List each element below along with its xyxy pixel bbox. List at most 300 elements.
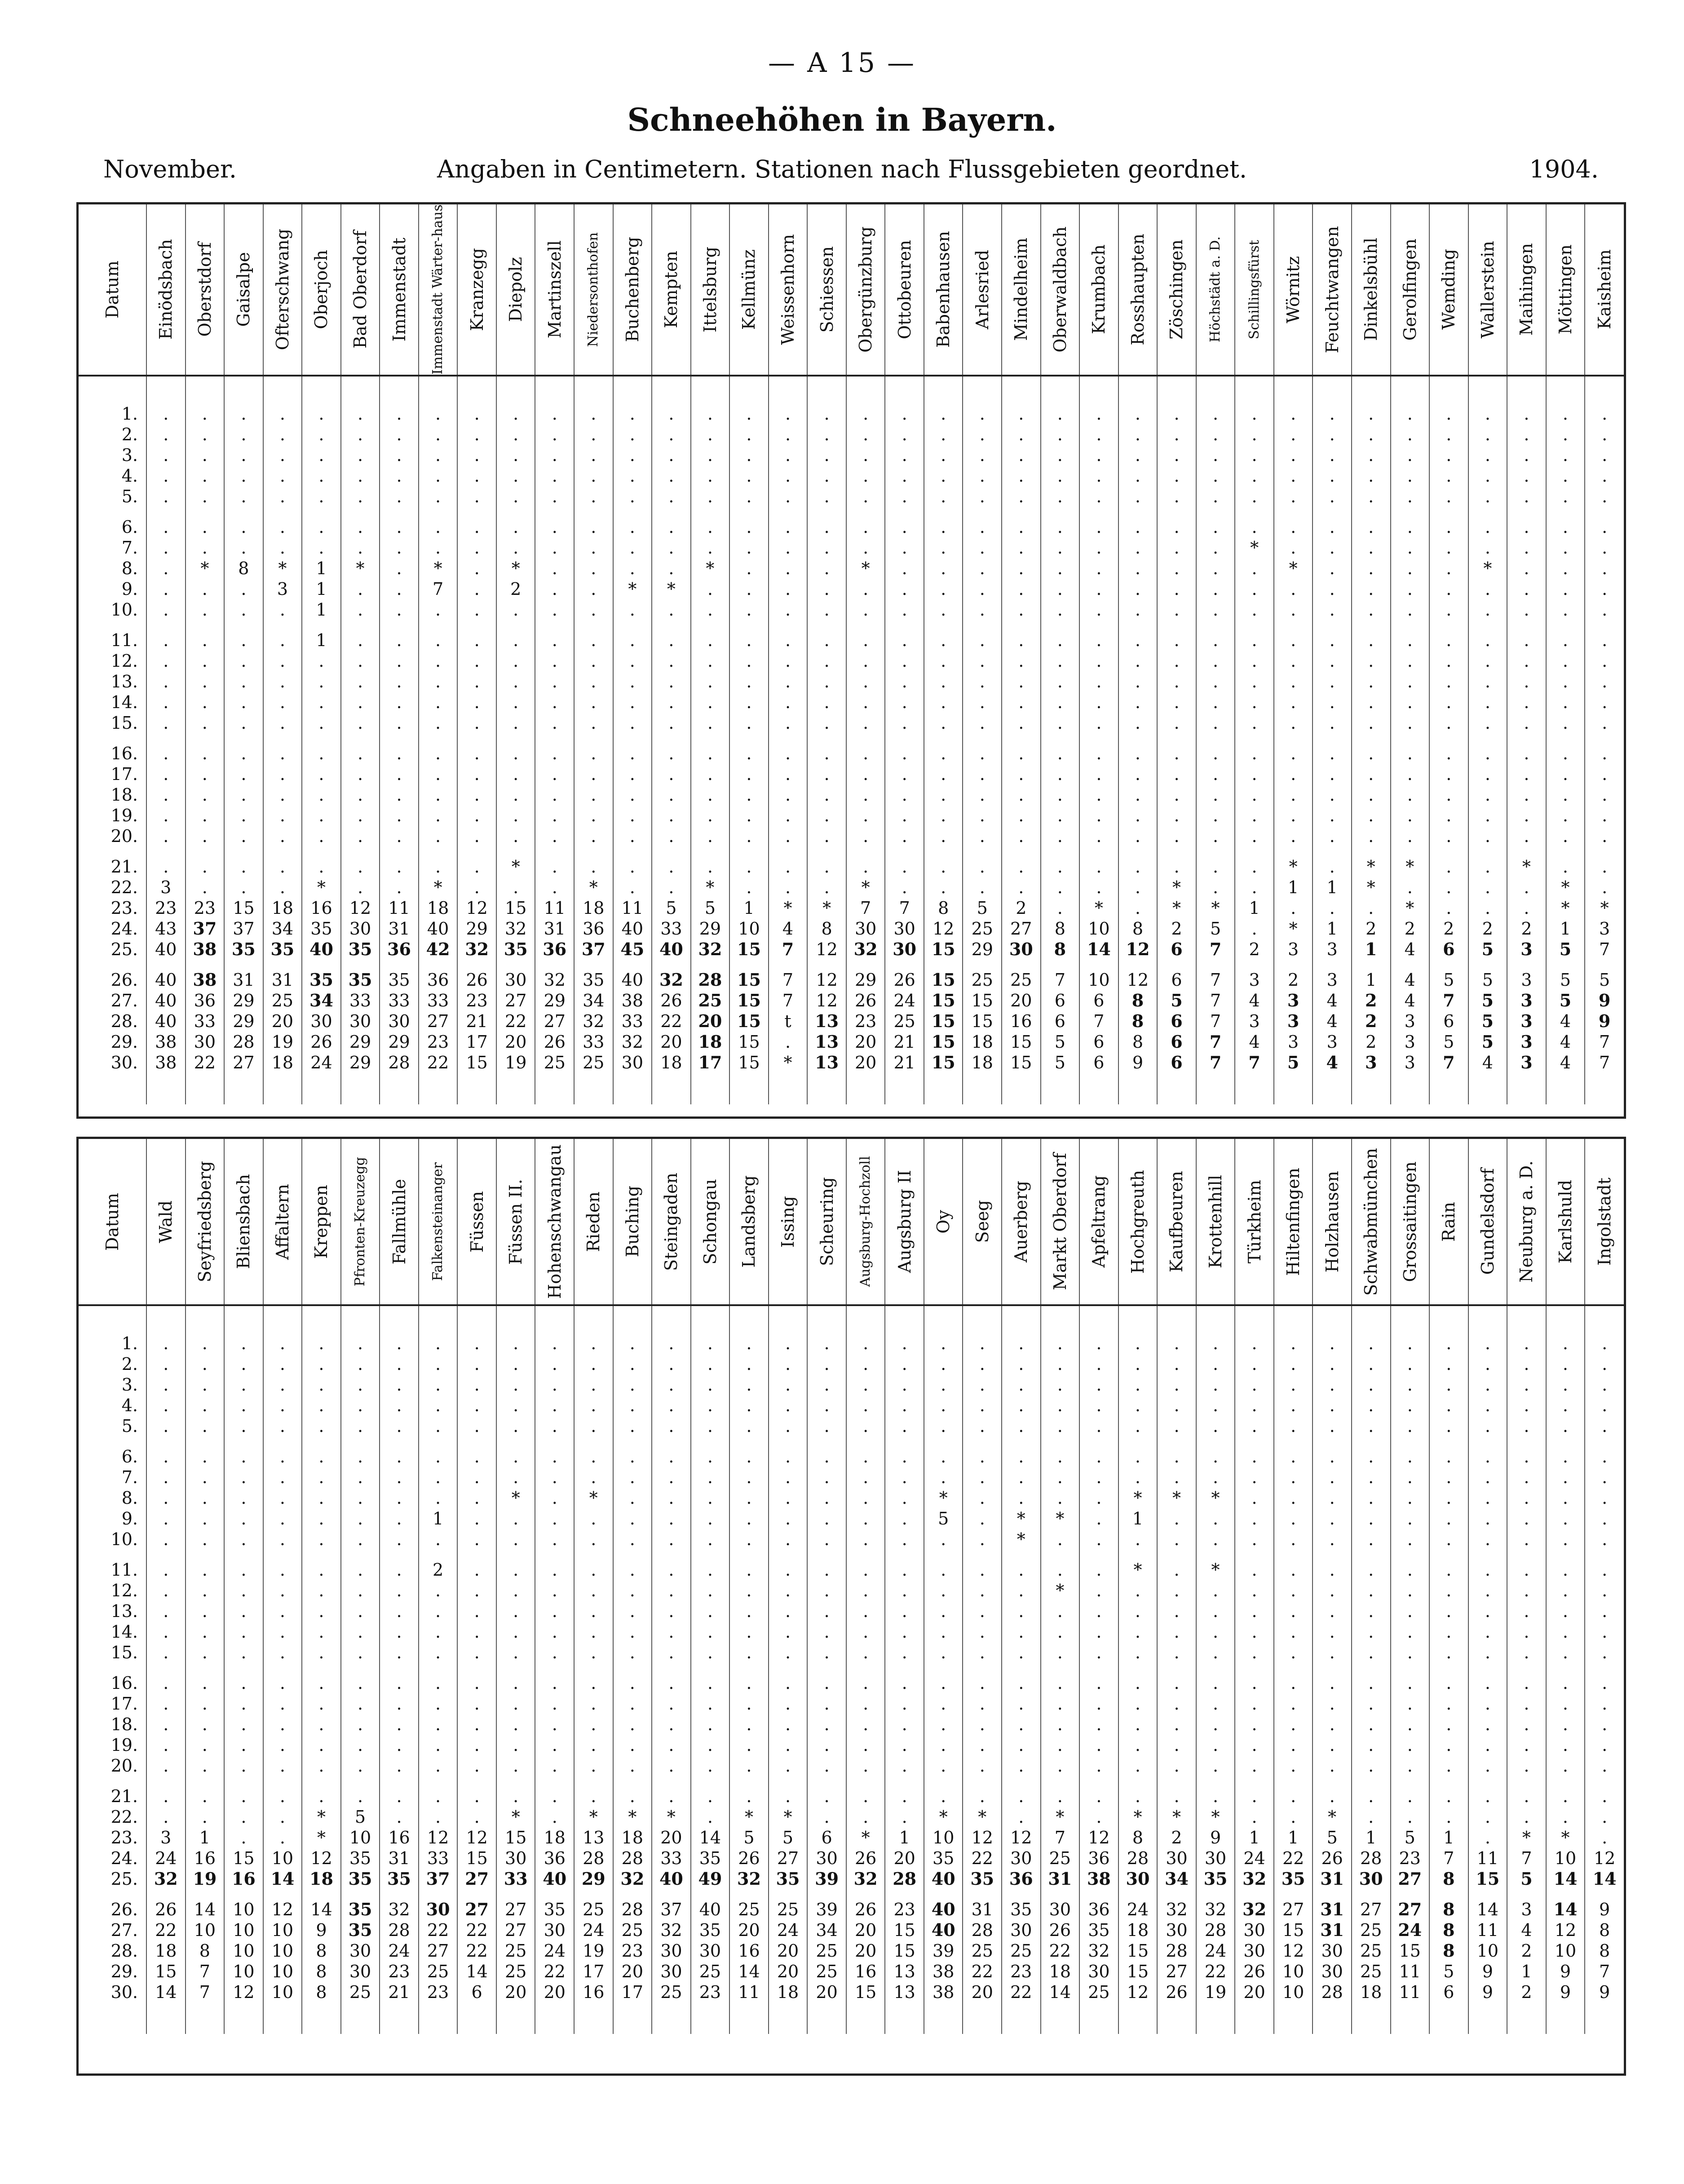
spacer-cell	[1041, 1889, 1080, 1899]
value-cell: .	[1468, 826, 1507, 846]
spacer-cell	[496, 620, 535, 630]
value-cell: .	[846, 1488, 885, 1508]
value-cell: 28	[1352, 1848, 1391, 1869]
value-cell: .	[146, 651, 186, 671]
value-cell: 9	[302, 1920, 341, 1940]
spacer-cell	[1157, 846, 1196, 856]
value-cell: .	[1352, 651, 1391, 671]
table-row	[79, 1869, 1624, 1889]
spacer-cell	[1468, 1436, 1507, 1446]
value-cell: .	[846, 713, 885, 733]
value-cell: 35	[691, 1920, 730, 1940]
value-cell: 25	[574, 1052, 613, 1073]
spacer-cell	[807, 1436, 846, 1446]
spacer-cell	[1041, 1550, 1080, 1559]
value-cell: .	[691, 486, 730, 507]
spacer-cell	[263, 1550, 302, 1559]
station-name: Türkheim	[1244, 1179, 1264, 1264]
value-cell: *	[496, 1807, 535, 1827]
value-cell: .	[1002, 1693, 1041, 1714]
value-cell: .	[1274, 1580, 1313, 1601]
value-cell: 1	[1235, 1827, 1274, 1848]
spacer-cell	[1468, 846, 1507, 856]
value-cell: .	[1157, 1693, 1196, 1714]
spacer-cell	[807, 1776, 846, 1786]
value-cell: .	[146, 599, 186, 620]
value-cell: .	[807, 1374, 846, 1395]
spacer-cell	[1235, 1436, 1274, 1446]
value-cell: 11	[535, 898, 574, 918]
value-cell: .	[613, 1621, 652, 1642]
value-cell: .	[224, 1714, 263, 1735]
value-cell: 6	[1041, 1011, 1080, 1032]
value-cell: .	[380, 1580, 419, 1601]
value-cell: .	[186, 599, 225, 620]
value-cell: .	[1235, 918, 1274, 939]
value-cell: .	[574, 1735, 613, 1755]
spacer-cell	[1196, 733, 1235, 743]
spacer-cell	[846, 620, 885, 630]
station-name: Mindelheim	[1011, 238, 1031, 341]
value-cell: 7	[1585, 1052, 1624, 1073]
date-cell: 10.	[110, 1529, 138, 1549]
value-cell: 5	[729, 1827, 769, 1848]
value-cell: .	[1585, 537, 1624, 558]
spacer-cell	[613, 2002, 652, 2034]
spacer-cell	[691, 507, 730, 517]
spacer-cell	[613, 733, 652, 743]
value-cell: .	[1429, 1580, 1468, 1601]
value-cell: *	[1274, 918, 1313, 939]
table-row	[79, 1899, 1624, 1920]
value-cell: .	[1313, 1735, 1352, 1755]
station-header	[341, 204, 380, 376]
value-cell: .	[613, 424, 652, 445]
value-cell: .	[1352, 1488, 1391, 1508]
value-cell: .	[224, 1693, 263, 1714]
value-cell: .	[457, 1693, 496, 1714]
value-cell: .	[885, 1580, 924, 1601]
value-cell: .	[457, 1529, 496, 1550]
value-cell: .	[263, 651, 302, 671]
value-cell: 32	[652, 1920, 691, 1940]
value-cell: .	[1546, 1580, 1585, 1601]
value-cell: .	[224, 1488, 263, 1508]
table-row	[79, 1961, 1624, 1982]
value-cell: 36	[1002, 1869, 1041, 1889]
value-cell: .	[1507, 517, 1546, 537]
spacer-cell	[1313, 960, 1352, 970]
table-row	[79, 877, 1624, 898]
value-cell: 9	[1468, 1982, 1507, 2002]
spacer-cell	[924, 1776, 963, 1786]
value-cell: .	[729, 1488, 769, 1508]
value-cell: .	[1157, 1395, 1196, 1416]
value-cell: .	[419, 1673, 458, 1693]
value-cell: .	[1507, 877, 1546, 898]
value-cell: .	[1002, 1755, 1041, 1776]
value-cell: 40	[146, 939, 186, 960]
spacer-cell	[419, 1436, 458, 1446]
spacer-cell	[1079, 376, 1118, 403]
value-cell: .	[1313, 1395, 1352, 1416]
value-cell: .	[535, 1354, 574, 1374]
value-cell: 2	[1352, 918, 1391, 939]
station-header	[1157, 1139, 1196, 1305]
value-cell: .	[380, 877, 419, 898]
value-cell: 9	[1585, 1899, 1624, 1920]
value-cell: .	[1546, 1735, 1585, 1755]
spacer-cell	[380, 846, 419, 856]
station-header	[1041, 1139, 1080, 1305]
station-header	[613, 204, 652, 376]
value-cell: .	[729, 1693, 769, 1714]
table-row	[79, 1827, 1624, 1848]
value-cell: .	[146, 826, 186, 846]
spacer-cell	[574, 1776, 613, 1786]
value-cell: .	[457, 784, 496, 805]
value-cell: .	[1468, 898, 1507, 918]
spacer-cell	[1118, 376, 1158, 403]
value-cell: .	[457, 1467, 496, 1488]
value-cell: .	[1507, 445, 1546, 465]
value-cell: .	[263, 1467, 302, 1488]
value-cell: .	[1546, 1755, 1585, 1776]
value-cell: 7	[1041, 970, 1080, 990]
value-cell: .	[769, 1529, 808, 1550]
value-cell: .	[846, 1529, 885, 1550]
value-cell: .	[1546, 764, 1585, 784]
value-cell: .	[263, 1446, 302, 1467]
value-cell: 3	[1391, 1032, 1430, 1052]
value-cell: .	[1507, 743, 1546, 764]
date-cell: 7.	[121, 1467, 138, 1487]
value-cell: .	[729, 1354, 769, 1374]
spacer-cell	[535, 2002, 574, 2034]
value-cell: 26	[1157, 1982, 1196, 2002]
value-cell: .	[1157, 1642, 1196, 1663]
value-cell: .	[535, 1488, 574, 1508]
spacer-cell	[1507, 846, 1546, 856]
value-cell: .	[1041, 784, 1080, 805]
value-cell: 23	[419, 1982, 458, 2002]
value-cell: .	[263, 1416, 302, 1436]
value-cell: .	[1313, 1559, 1352, 1580]
value-cell: 30	[302, 1011, 341, 1032]
value-cell: 14	[457, 1961, 496, 1982]
value-cell: .	[1507, 1508, 1546, 1529]
value-cell: .	[341, 764, 380, 784]
value-cell: 15	[1002, 1052, 1041, 1073]
value-cell: .	[1118, 630, 1158, 651]
value-cell: .	[302, 403, 341, 424]
date-cell: 1.	[121, 403, 138, 424]
value-cell: .	[1118, 713, 1158, 733]
value-cell: .	[1546, 445, 1585, 465]
value-cell: .	[574, 671, 613, 692]
value-cell: .	[1196, 1333, 1235, 1354]
value-cell: .	[1391, 403, 1430, 424]
spacer-cell	[1585, 1436, 1624, 1446]
value-cell: .	[652, 630, 691, 651]
station-header	[1196, 204, 1235, 376]
value-cell: .	[1546, 1642, 1585, 1663]
date-header	[79, 204, 146, 376]
value-cell: .	[1468, 1693, 1507, 1714]
value-cell: .	[341, 1333, 380, 1354]
value-cell: .	[691, 1488, 730, 1508]
value-cell: .	[807, 1559, 846, 1580]
station-header	[574, 204, 613, 376]
spacer-cell	[652, 1305, 691, 1333]
value-cell: .	[846, 465, 885, 486]
value-cell: .	[729, 1642, 769, 1663]
station-name: Wemding	[1439, 249, 1459, 330]
spacer-cell	[885, 2002, 924, 2034]
spacer-cell	[1391, 620, 1430, 630]
spacer-cell	[1002, 733, 1041, 743]
value-cell: .	[846, 784, 885, 805]
value-cell: .	[457, 1416, 496, 1436]
value-cell: .	[224, 579, 263, 599]
station-header	[1507, 204, 1546, 376]
value-cell: 5	[924, 1508, 963, 1529]
value-cell: .	[535, 1508, 574, 1529]
value-cell: .	[1352, 1354, 1391, 1374]
value-cell: .	[263, 1580, 302, 1601]
value-cell: 8	[1118, 1011, 1158, 1032]
value-cell: .	[1118, 558, 1158, 579]
spacer-cell	[1429, 1550, 1468, 1559]
value-cell: .	[729, 805, 769, 826]
spacer-cell	[885, 846, 924, 856]
value-cell: 1	[1352, 1827, 1391, 1848]
value-cell: .	[341, 445, 380, 465]
value-cell: .	[1352, 784, 1391, 805]
spacer-cell	[457, 1889, 496, 1899]
value-cell: .	[729, 692, 769, 713]
table-row	[79, 671, 1624, 692]
value-cell: 14	[1546, 1869, 1585, 1889]
station-header	[1118, 204, 1158, 376]
value-cell: .	[535, 692, 574, 713]
value-cell: 15	[496, 898, 535, 918]
spacer-cell	[263, 1663, 302, 1673]
value-cell: .	[1468, 1621, 1507, 1642]
date-cell: 9.	[121, 579, 138, 599]
spacer-cell	[963, 376, 1002, 403]
station-name: Immenstadt	[389, 237, 409, 341]
value-cell: .	[1002, 1807, 1041, 1827]
table-row	[79, 1621, 1624, 1642]
value-cell: .	[1313, 465, 1352, 486]
value-cell: 5	[1468, 990, 1507, 1011]
value-cell: .	[419, 805, 458, 826]
station-name: Pfronten-Kreuzegg	[352, 1156, 368, 1287]
value-cell: 10	[224, 1899, 263, 1920]
value-cell: .	[807, 1642, 846, 1663]
value-cell: 26	[1235, 1961, 1274, 1982]
spacer-cell	[1546, 1436, 1585, 1446]
value-cell: 27	[769, 1848, 808, 1869]
value-cell: 30	[1235, 1920, 1274, 1940]
value-cell: .	[1391, 1416, 1430, 1436]
value-cell: 10	[186, 1920, 225, 1940]
value-cell: .	[380, 826, 419, 846]
value-cell: .	[1079, 1786, 1118, 1807]
value-cell: 18	[574, 898, 613, 918]
table-row	[79, 1011, 1624, 1032]
value-cell: 24	[1118, 1899, 1158, 1920]
value-cell: .	[1468, 713, 1507, 733]
value-cell: .	[1391, 805, 1430, 826]
value-cell: 6	[1429, 1011, 1468, 1032]
value-cell: .	[1041, 465, 1080, 486]
value-cell: .	[652, 537, 691, 558]
value-cell: 4	[1235, 1032, 1274, 1052]
value-cell: 22	[535, 1961, 574, 1982]
value-cell: .	[341, 1642, 380, 1663]
value-cell: .	[341, 1374, 380, 1395]
value-cell: .	[1313, 1673, 1352, 1693]
date-cell: 3.	[121, 1375, 138, 1395]
value-cell: .	[652, 1529, 691, 1550]
value-cell: .	[1352, 1786, 1391, 1807]
value-cell: .	[1196, 630, 1235, 651]
spacer-cell	[263, 376, 302, 403]
spacer-cell	[341, 1550, 380, 1559]
table-row	[79, 1559, 1624, 1580]
value-cell: *	[302, 877, 341, 898]
snow-table-1	[76, 202, 1626, 1119]
value-cell: .	[1041, 1416, 1080, 1436]
value-cell: .	[1313, 671, 1352, 692]
table-row	[79, 826, 1624, 846]
value-cell: .	[1391, 1601, 1430, 1621]
spacer-cell	[457, 960, 496, 970]
spacer-cell	[1429, 1073, 1468, 1104]
value-cell: .	[1079, 599, 1118, 620]
value-cell: .	[885, 1354, 924, 1374]
value-cell: .	[1585, 1333, 1624, 1354]
value-cell: .	[1002, 403, 1041, 424]
value-cell: .	[1507, 1786, 1546, 1807]
value-cell: .	[496, 1416, 535, 1436]
value-cell: *	[496, 558, 535, 579]
value-cell: 7	[1196, 970, 1235, 990]
value-cell: 10	[263, 1961, 302, 1982]
date-cell: 13.	[110, 671, 138, 691]
spacer-cell	[769, 2002, 808, 2034]
value-cell: .	[729, 517, 769, 537]
value-cell: *	[574, 877, 613, 898]
spacer-cell	[186, 1550, 225, 1559]
value-cell: .	[574, 1467, 613, 1488]
value-cell: .	[496, 1559, 535, 1580]
date-cell: 10.	[110, 599, 138, 620]
spacer-cell	[1118, 1776, 1158, 1786]
value-cell: 8	[302, 1940, 341, 1961]
value-cell: .	[885, 445, 924, 465]
value-cell: .	[535, 1446, 574, 1467]
value-cell: .	[1429, 764, 1468, 784]
spacer-cell	[535, 1550, 574, 1559]
value-cell: .	[1313, 692, 1352, 713]
value-cell: .	[1429, 671, 1468, 692]
value-cell: .	[1274, 579, 1313, 599]
value-cell: *	[1585, 898, 1624, 918]
spacer-cell	[1235, 507, 1274, 517]
value-cell: .	[146, 1488, 186, 1508]
spacer-cell	[807, 620, 846, 630]
value-cell: .	[496, 465, 535, 486]
value-cell: .	[1585, 517, 1624, 537]
value-cell: .	[691, 517, 730, 537]
value-cell: 9	[1585, 1982, 1624, 2002]
value-cell: 15	[885, 1920, 924, 1940]
value-cell: .	[1041, 445, 1080, 465]
value-cell: .	[1507, 1416, 1546, 1436]
spacer-cell	[1585, 733, 1624, 743]
value-cell: .	[341, 486, 380, 507]
value-cell: 7	[1079, 1011, 1118, 1032]
value-cell: .	[341, 1673, 380, 1693]
value-cell: .	[186, 517, 225, 537]
value-cell: .	[729, 403, 769, 424]
value-cell: .	[1157, 805, 1196, 826]
spacer-cell	[1235, 2002, 1274, 2034]
value-cell: .	[186, 877, 225, 898]
value-cell: .	[146, 1374, 186, 1395]
value-cell: .	[885, 537, 924, 558]
value-cell: 49	[691, 1869, 730, 1889]
value-cell: .	[263, 1827, 302, 1848]
value-cell: .	[146, 671, 186, 692]
value-cell: .	[963, 445, 1002, 465]
station-name: Gerolfingen	[1400, 238, 1420, 341]
value-cell: 39	[807, 1869, 846, 1889]
spacer-cell	[652, 1073, 691, 1104]
value-cell: .	[1235, 599, 1274, 620]
value-cell: .	[1118, 877, 1158, 898]
value-cell: .	[1468, 1580, 1507, 1601]
value-cell: .	[1546, 1786, 1585, 1807]
value-cell: 16	[574, 1982, 613, 2002]
value-cell: 37	[224, 918, 263, 939]
value-cell: .	[769, 1354, 808, 1374]
value-cell: .	[613, 856, 652, 877]
value-cell: .	[1507, 537, 1546, 558]
station-name: Grossaitingen	[1400, 1161, 1420, 1282]
value-cell: .	[1002, 1786, 1041, 1807]
value-cell: .	[924, 517, 963, 537]
station-header	[224, 204, 263, 376]
value-cell: .	[224, 1467, 263, 1488]
value-cell: 18	[146, 1940, 186, 1961]
value-cell: .	[302, 1559, 341, 1580]
value-cell: .	[1429, 1374, 1468, 1395]
value-cell: .	[496, 1786, 535, 1807]
value-cell: *	[652, 579, 691, 599]
value-cell: .	[1235, 1786, 1274, 1807]
spacer-cell	[186, 1305, 225, 1333]
value-cell: .	[1002, 558, 1041, 579]
spacer-cell	[1041, 1663, 1080, 1673]
value-cell: .	[341, 403, 380, 424]
value-cell: .	[574, 1621, 613, 1642]
spacer-cell	[79, 507, 146, 517]
value-cell: .	[1118, 651, 1158, 671]
